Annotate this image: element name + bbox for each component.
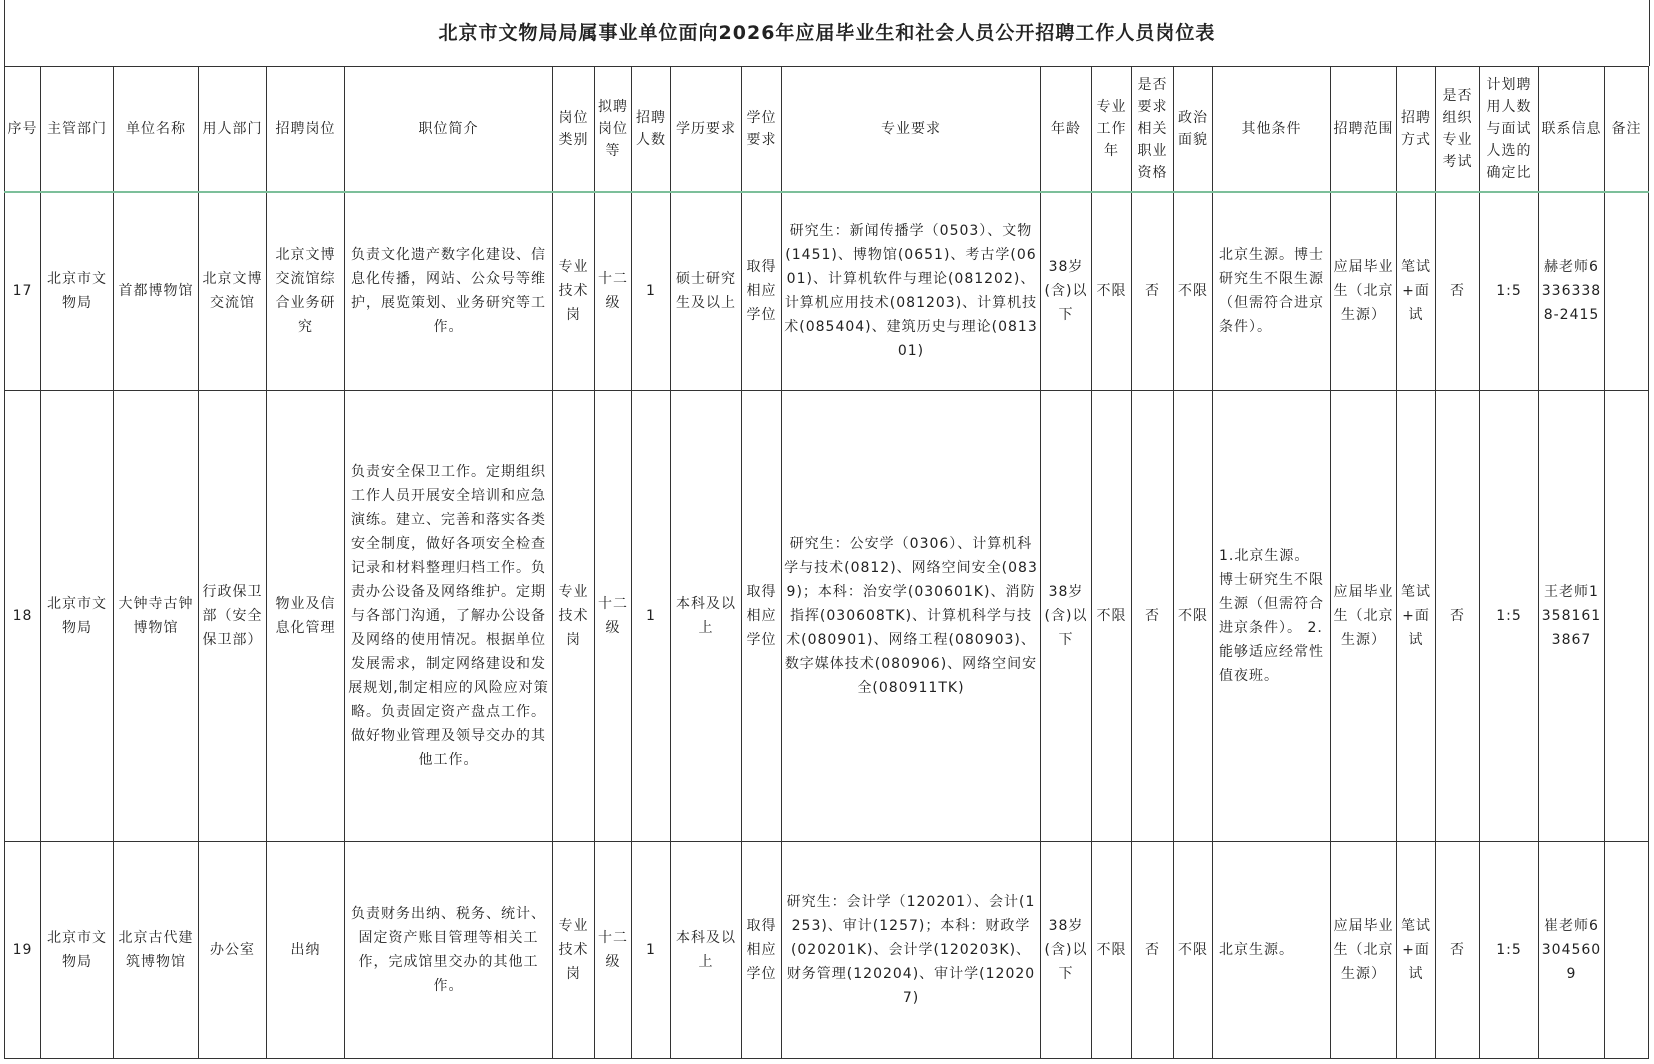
cell-count: 1 (632, 391, 671, 842)
cell-qual: 否 (1132, 391, 1174, 842)
cell-degree: 取得相应学位 (742, 391, 782, 842)
cell-qual: 否 (1132, 842, 1174, 1059)
cell-grade: 十二级 (595, 192, 632, 391)
cell-qual: 否 (1132, 192, 1174, 391)
cell-political: 不限 (1174, 391, 1213, 842)
cell-major: 研究生：会计学（120201）、会计(1253)、审计(1257)；本科：财政学(020201K)、会计学(120203K)、财务管理(120204)、审计学(120207) (782, 842, 1041, 1059)
cell-political: 不限 (1174, 192, 1213, 391)
cell-desc: 负责安全保卫工作。定期组织工作人员开展安全培训和应急演练。建立、完善和落实各类安全制度，做好各项安全检查记录和材料整理归档工作。负责办公设备及网络维护。定期与各部门沟通，了解办公设备及网络的使用情况。根据单位发展需求，制定网络建设和发展规划,制定相应的风险应对策略。负责固定资产盘点工作。做好物业管理及领导交办的其他工作。 (345, 391, 553, 842)
cell-category: 专业技术岗 (553, 391, 595, 842)
cell-unit: 北京古代建筑博物馆 (114, 842, 199, 1059)
cell-method: 笔试+面试 (1397, 192, 1436, 391)
cell-exam: 否 (1436, 391, 1480, 842)
cell-unit: 大钟寺古钟博物馆 (114, 391, 199, 842)
cell-employer: 行政保卫部（安全保卫部） (199, 391, 267, 842)
cell-desc: 负责文化遗产数字化建设、信息化传播，网站、公众号等维护，展览策划、业务研究等工作。 (345, 192, 553, 391)
col-desc: 职位简介 (345, 67, 553, 192)
col-exam: 是否组织专业考试 (1436, 67, 1480, 192)
cell-ratio: 1:5 (1480, 842, 1539, 1059)
page-title: 北京市文物局局属事业单位面向2026年应届毕业生和社会人员公开招聘工作人员岗位表 (438, 22, 1216, 44)
job-table (4, 66, 1649, 1059)
cell-employer: 办公室 (199, 842, 267, 1059)
cell-contact: 王老师13581613867 (1539, 391, 1605, 842)
cell-degree: 取得相应学位 (742, 842, 782, 1059)
cell-seq: 19 (5, 842, 41, 1059)
col-category: 岗位类别 (553, 67, 595, 192)
cell-method: 笔试+面试 (1397, 391, 1436, 842)
col-work: 专业工作年 (1092, 67, 1132, 192)
cell-work: 不限 (1092, 391, 1132, 842)
cell-dept: 北京市文物局 (41, 391, 114, 842)
col-contact: 联系信息 (1539, 67, 1605, 192)
table-row (5, 192, 1649, 391)
col-dept: 主管部门 (41, 67, 114, 192)
col-age: 年龄 (1041, 67, 1092, 192)
cell-dept: 北京市文物局 (41, 192, 114, 391)
col-scope: 招聘范围 (1331, 67, 1397, 192)
cell-dept: 北京市文物局 (41, 842, 114, 1059)
col-major: 专业要求 (782, 67, 1041, 192)
cell-grade: 十二级 (595, 391, 632, 842)
col-employer: 用人部门 (199, 67, 267, 192)
cell-edu: 本科及以上 (671, 842, 742, 1059)
col-edu: 学历要求 (671, 67, 742, 192)
cell-count: 1 (632, 842, 671, 1059)
cell-political: 不限 (1174, 842, 1213, 1059)
cell-method: 笔试+面试 (1397, 842, 1436, 1059)
cell-work: 不限 (1092, 842, 1132, 1059)
cell-employer: 北京文博交流馆 (199, 192, 267, 391)
cell-grade: 十二级 (595, 842, 632, 1059)
cell-contact: 崔老师63045609 (1539, 842, 1605, 1059)
cell-degree: 取得相应学位 (742, 192, 782, 391)
col-qual: 是否要求相关职业资格 (1132, 67, 1174, 192)
col-method: 招聘方式 (1397, 67, 1436, 192)
table-row (5, 842, 1649, 1059)
cell-remark (1605, 391, 1649, 842)
cell-exam: 否 (1436, 192, 1480, 391)
cell-ratio: 1:5 (1480, 391, 1539, 842)
col-ratio: 计划聘用人数与面试人选的确定比 (1480, 67, 1539, 192)
cell-unit: 首都博物馆 (114, 192, 199, 391)
col-political: 政治面貌 (1174, 67, 1213, 192)
cell-age: 38岁(含)以下 (1041, 842, 1092, 1059)
col-unit: 单位名称 (114, 67, 199, 192)
cell-major: 研究生：新闻传播学（0503）、文物(1451)、博物馆(0651)、考古学(0601)、计算机软件与理论(081202)、计算机应用技术(081203)、计算机技术(085404)、建筑历史与理论(081301) (782, 192, 1041, 391)
cell-seq: 18 (5, 391, 41, 842)
col-seq: 序号 (5, 67, 41, 192)
col-degree: 学位要求 (742, 67, 782, 192)
cell-scope: 应届毕业生（北京生源） (1331, 192, 1397, 391)
cell-remark (1605, 192, 1649, 391)
table-row (5, 391, 1649, 842)
cell-age: 38岁(含)以下 (1041, 192, 1092, 391)
cell-other: 北京生源。博士研究生不限生源（但需符合进京条件）。 (1213, 192, 1331, 391)
cell-other: 北京生源。 (1213, 842, 1331, 1059)
header-row (5, 67, 1649, 192)
col-post: 招聘岗位 (267, 67, 345, 192)
cell-work: 不限 (1092, 192, 1132, 391)
cell-scope: 应届毕业生（北京生源） (1331, 391, 1397, 842)
cell-post: 北京文博交流馆综合业务研究 (267, 192, 345, 391)
cell-post: 出纳 (267, 842, 345, 1059)
cell-count: 1 (632, 192, 671, 391)
cell-major: 研究生：公安学（0306）、计算机科学与技术(0812)、网络空间安全(0839)；本科：治安学(030601K)、消防指挥(030608TK)、计算机科学与技术(080901)、网络工程(080903)、数字媒体技术(080906)、网络空间安全(080911TK) (782, 391, 1041, 842)
cell-edu: 本科及以上 (671, 391, 742, 842)
col-grade: 拟聘岗位等 (595, 67, 632, 192)
col-remark: 备注 (1605, 67, 1649, 192)
cell-age: 38岁(含)以下 (1041, 391, 1092, 842)
cell-remark (1605, 842, 1649, 1059)
cell-edu: 硕士研究生及以上 (671, 192, 742, 391)
cell-category: 专业技术岗 (553, 192, 595, 391)
cell-ratio: 1:5 (1480, 192, 1539, 391)
cell-post: 物业及信息化管理 (267, 391, 345, 842)
cell-contact: 赫老师63363388-2415 (1539, 192, 1605, 391)
cell-seq: 17 (5, 192, 41, 391)
cell-desc: 负责财务出纳、税务、统计、固定资产账目管理等相关工作，完成馆里交办的其他工作。 (345, 842, 553, 1059)
col-other: 其他条件 (1213, 67, 1331, 192)
cell-exam: 否 (1436, 842, 1480, 1059)
cell-category: 专业技术岗 (553, 842, 595, 1059)
col-count: 招聘人数 (632, 67, 671, 192)
cell-other: 1.北京生源。博士研究生不限生源（但需符合进京条件）。 2.能够适应经常性值夜班。 (1213, 391, 1331, 842)
cell-scope: 应届毕业生（北京生源） (1331, 842, 1397, 1059)
